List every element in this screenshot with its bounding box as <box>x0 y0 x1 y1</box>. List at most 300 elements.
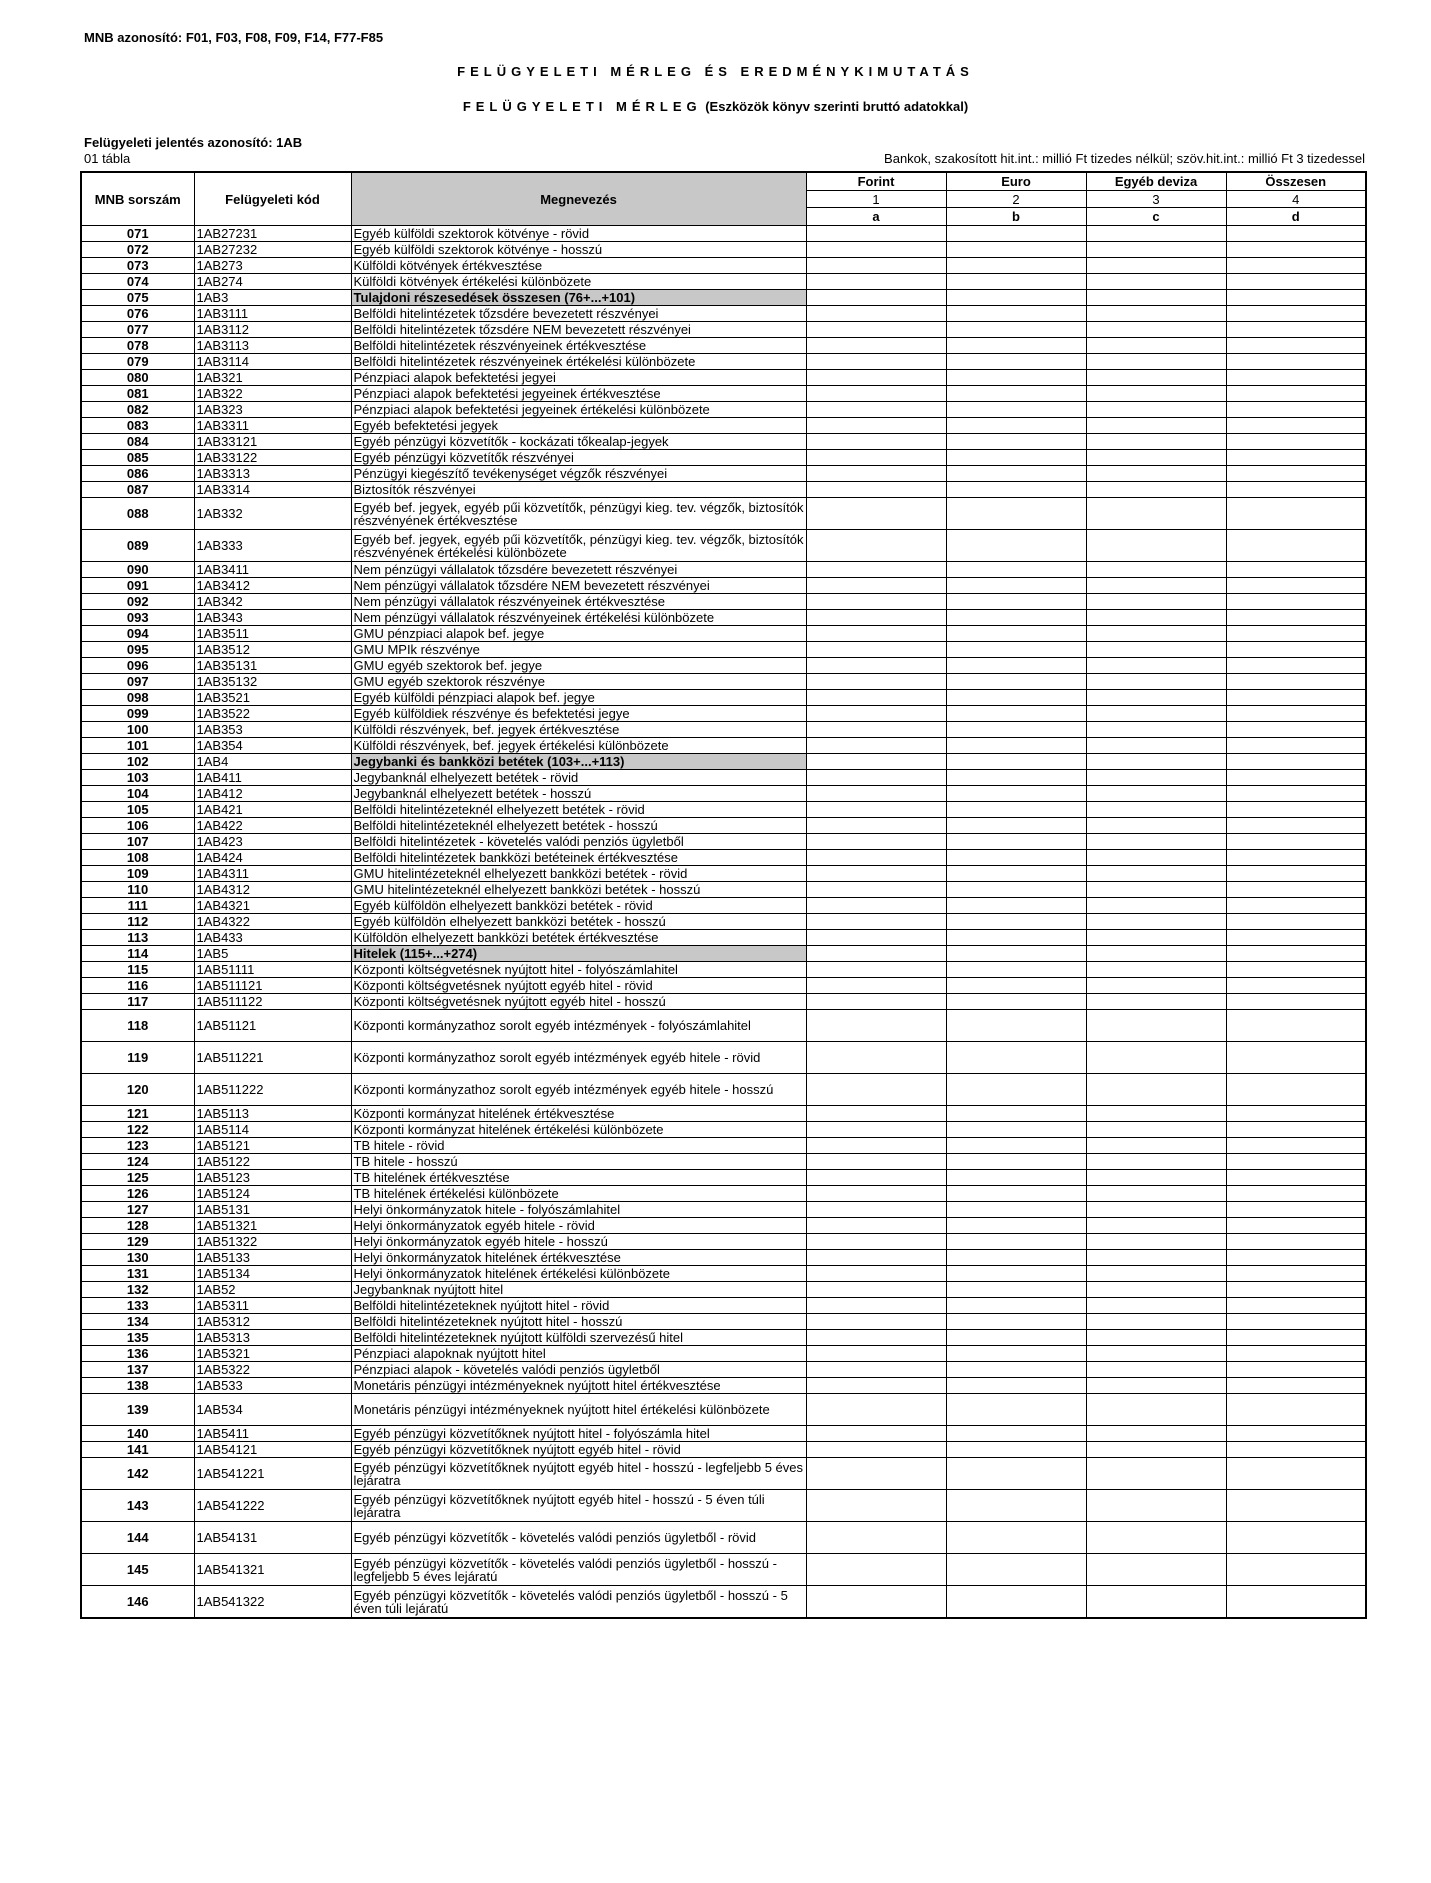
cell-euro[interactable] <box>946 1010 1086 1042</box>
cell-euro[interactable] <box>946 642 1086 658</box>
cell-euro[interactable] <box>946 882 1086 898</box>
cell-osszesen[interactable] <box>1226 1298 1366 1314</box>
cell-egyeb-deviza[interactable] <box>1086 722 1226 738</box>
cell-euro[interactable] <box>946 418 1086 434</box>
cell-osszesen[interactable] <box>1226 434 1366 450</box>
cell-euro[interactable] <box>946 242 1086 258</box>
cell-egyeb-deviza[interactable] <box>1086 1250 1226 1266</box>
cell-egyeb-deviza[interactable] <box>1086 1282 1226 1298</box>
cell-euro[interactable] <box>946 962 1086 978</box>
cell-forint[interactable] <box>806 994 946 1010</box>
cell-osszesen[interactable] <box>1226 1074 1366 1106</box>
cell-euro[interactable] <box>946 1138 1086 1154</box>
cell-egyeb-deviza[interactable] <box>1086 1522 1226 1554</box>
cell-osszesen[interactable] <box>1226 1362 1366 1378</box>
cell-euro[interactable] <box>946 402 1086 418</box>
cell-euro[interactable] <box>946 690 1086 706</box>
cell-osszesen[interactable] <box>1226 1554 1366 1586</box>
cell-osszesen[interactable] <box>1226 722 1366 738</box>
cell-egyeb-deviza[interactable] <box>1086 610 1226 626</box>
cell-forint[interactable] <box>806 626 946 642</box>
cell-forint[interactable] <box>806 482 946 498</box>
cell-forint[interactable] <box>806 1106 946 1122</box>
cell-euro[interactable] <box>946 1122 1086 1138</box>
cell-egyeb-deviza[interactable] <box>1086 1554 1226 1586</box>
cell-egyeb-deviza[interactable] <box>1086 1442 1226 1458</box>
cell-forint[interactable] <box>806 226 946 242</box>
cell-euro[interactable] <box>946 354 1086 370</box>
cell-euro[interactable] <box>946 338 1086 354</box>
cell-osszesen[interactable] <box>1226 562 1366 578</box>
cell-forint[interactable] <box>806 242 946 258</box>
cell-euro[interactable] <box>946 434 1086 450</box>
cell-forint[interactable] <box>806 274 946 290</box>
cell-forint[interactable] <box>806 562 946 578</box>
cell-egyeb-deviza[interactable] <box>1086 1266 1226 1282</box>
cell-euro[interactable] <box>946 226 1086 242</box>
cell-euro[interactable] <box>946 1490 1086 1522</box>
cell-egyeb-deviza[interactable] <box>1086 850 1226 866</box>
cell-euro[interactable] <box>946 610 1086 626</box>
cell-forint[interactable] <box>806 1282 946 1298</box>
cell-osszesen[interactable] <box>1226 1186 1366 1202</box>
cell-forint[interactable] <box>806 1362 946 1378</box>
cell-egyeb-deviza[interactable] <box>1086 1170 1226 1186</box>
cell-egyeb-deviza[interactable] <box>1086 322 1226 338</box>
cell-forint[interactable] <box>806 370 946 386</box>
cell-egyeb-deviza[interactable] <box>1086 306 1226 322</box>
cell-euro[interactable] <box>946 1202 1086 1218</box>
cell-osszesen[interactable] <box>1226 274 1366 290</box>
cell-osszesen[interactable] <box>1226 1138 1366 1154</box>
cell-euro[interactable] <box>946 370 1086 386</box>
cell-osszesen[interactable] <box>1226 242 1366 258</box>
cell-egyeb-deviza[interactable] <box>1086 562 1226 578</box>
cell-euro[interactable] <box>946 498 1086 530</box>
cell-forint[interactable] <box>806 658 946 674</box>
cell-osszesen[interactable] <box>1226 1426 1366 1442</box>
cell-euro[interactable] <box>946 466 1086 482</box>
cell-egyeb-deviza[interactable] <box>1086 882 1226 898</box>
cell-euro[interactable] <box>946 722 1086 738</box>
cell-forint[interactable] <box>806 898 946 914</box>
cell-egyeb-deviza[interactable] <box>1086 978 1226 994</box>
cell-osszesen[interactable] <box>1226 770 1366 786</box>
cell-euro[interactable] <box>946 1586 1086 1619</box>
cell-euro[interactable] <box>946 674 1086 690</box>
cell-osszesen[interactable] <box>1226 530 1366 562</box>
cell-forint[interactable] <box>806 1122 946 1138</box>
cell-egyeb-deviza[interactable] <box>1086 1122 1226 1138</box>
cell-forint[interactable] <box>806 498 946 530</box>
cell-osszesen[interactable] <box>1226 1458 1366 1490</box>
cell-osszesen[interactable] <box>1226 594 1366 610</box>
cell-forint[interactable] <box>806 834 946 850</box>
cell-forint[interactable] <box>806 978 946 994</box>
cell-egyeb-deviza[interactable] <box>1086 226 1226 242</box>
cell-euro[interactable] <box>946 578 1086 594</box>
cell-euro[interactable] <box>946 1234 1086 1250</box>
cell-forint[interactable] <box>806 770 946 786</box>
cell-euro[interactable] <box>946 1346 1086 1362</box>
cell-euro[interactable] <box>946 1170 1086 1186</box>
cell-euro[interactable] <box>946 946 1086 962</box>
cell-egyeb-deviza[interactable] <box>1086 1314 1226 1330</box>
cell-egyeb-deviza[interactable] <box>1086 450 1226 466</box>
cell-osszesen[interactable] <box>1226 498 1366 530</box>
cell-forint[interactable] <box>806 1442 946 1458</box>
cell-osszesen[interactable] <box>1226 658 1366 674</box>
cell-osszesen[interactable] <box>1226 578 1366 594</box>
cell-forint[interactable] <box>806 322 946 338</box>
cell-euro[interactable] <box>946 930 1086 946</box>
cell-forint[interactable] <box>806 1266 946 1282</box>
cell-egyeb-deviza[interactable] <box>1086 578 1226 594</box>
cell-egyeb-deviza[interactable] <box>1086 434 1226 450</box>
cell-osszesen[interactable] <box>1226 994 1366 1010</box>
cell-forint[interactable] <box>806 1314 946 1330</box>
cell-egyeb-deviza[interactable] <box>1086 802 1226 818</box>
cell-osszesen[interactable] <box>1226 482 1366 498</box>
cell-egyeb-deviza[interactable] <box>1086 354 1226 370</box>
cell-egyeb-deviza[interactable] <box>1086 386 1226 402</box>
cell-egyeb-deviza[interactable] <box>1086 402 1226 418</box>
cell-euro[interactable] <box>946 482 1086 498</box>
cell-osszesen[interactable] <box>1226 1266 1366 1282</box>
cell-euro[interactable] <box>946 818 1086 834</box>
cell-euro[interactable] <box>946 914 1086 930</box>
cell-forint[interactable] <box>806 1458 946 1490</box>
cell-forint[interactable] <box>806 850 946 866</box>
cell-osszesen[interactable] <box>1226 882 1366 898</box>
cell-forint[interactable] <box>806 754 946 770</box>
cell-egyeb-deviza[interactable] <box>1086 1186 1226 1202</box>
cell-forint[interactable] <box>806 258 946 274</box>
cell-egyeb-deviza[interactable] <box>1086 1378 1226 1394</box>
cell-osszesen[interactable] <box>1226 1170 1366 1186</box>
cell-osszesen[interactable] <box>1226 386 1366 402</box>
cell-egyeb-deviza[interactable] <box>1086 1330 1226 1346</box>
cell-forint[interactable] <box>806 866 946 882</box>
cell-egyeb-deviza[interactable] <box>1086 834 1226 850</box>
cell-forint[interactable] <box>806 1554 946 1586</box>
cell-egyeb-deviza[interactable] <box>1086 482 1226 498</box>
cell-osszesen[interactable] <box>1226 1250 1366 1266</box>
cell-egyeb-deviza[interactable] <box>1086 1586 1226 1619</box>
cell-euro[interactable] <box>946 1426 1086 1442</box>
cell-egyeb-deviza[interactable] <box>1086 642 1226 658</box>
cell-osszesen[interactable] <box>1226 1586 1366 1619</box>
cell-osszesen[interactable] <box>1226 834 1366 850</box>
cell-osszesen[interactable] <box>1226 1314 1366 1330</box>
cell-forint[interactable] <box>806 914 946 930</box>
cell-euro[interactable] <box>946 1042 1086 1074</box>
cell-osszesen[interactable] <box>1226 370 1366 386</box>
cell-osszesen[interactable] <box>1226 1202 1366 1218</box>
cell-osszesen[interactable] <box>1226 914 1366 930</box>
cell-egyeb-deviza[interactable] <box>1086 738 1226 754</box>
cell-osszesen[interactable] <box>1226 1346 1366 1362</box>
cell-euro[interactable] <box>946 1282 1086 1298</box>
cell-egyeb-deviza[interactable] <box>1086 754 1226 770</box>
cell-egyeb-deviza[interactable] <box>1086 1362 1226 1378</box>
cell-euro[interactable] <box>946 1394 1086 1426</box>
cell-osszesen[interactable] <box>1226 786 1366 802</box>
cell-euro[interactable] <box>946 1250 1086 1266</box>
cell-forint[interactable] <box>806 1250 946 1266</box>
cell-euro[interactable] <box>946 770 1086 786</box>
cell-euro[interactable] <box>946 834 1086 850</box>
cell-forint[interactable] <box>806 1010 946 1042</box>
cell-forint[interactable] <box>806 466 946 482</box>
cell-egyeb-deviza[interactable] <box>1086 1202 1226 1218</box>
cell-egyeb-deviza[interactable] <box>1086 930 1226 946</box>
cell-forint[interactable] <box>806 962 946 978</box>
cell-osszesen[interactable] <box>1226 322 1366 338</box>
cell-forint[interactable] <box>806 1042 946 1074</box>
cell-egyeb-deviza[interactable] <box>1086 1458 1226 1490</box>
cell-egyeb-deviza[interactable] <box>1086 914 1226 930</box>
cell-osszesen[interactable] <box>1226 866 1366 882</box>
cell-egyeb-deviza[interactable] <box>1086 962 1226 978</box>
cell-forint[interactable] <box>806 1522 946 1554</box>
cell-egyeb-deviza[interactable] <box>1086 1106 1226 1122</box>
cell-egyeb-deviza[interactable] <box>1086 274 1226 290</box>
cell-egyeb-deviza[interactable] <box>1086 1154 1226 1170</box>
cell-euro[interactable] <box>946 1442 1086 1458</box>
cell-euro[interactable] <box>946 562 1086 578</box>
cell-egyeb-deviza[interactable] <box>1086 946 1226 962</box>
cell-euro[interactable] <box>946 306 1086 322</box>
cell-forint[interactable] <box>806 594 946 610</box>
cell-osszesen[interactable] <box>1226 706 1366 722</box>
cell-osszesen[interactable] <box>1226 1154 1366 1170</box>
cell-euro[interactable] <box>946 1154 1086 1170</box>
cell-euro[interactable] <box>946 530 1086 562</box>
cell-forint[interactable] <box>806 1586 946 1619</box>
cell-osszesen[interactable] <box>1226 402 1366 418</box>
cell-forint[interactable] <box>806 1186 946 1202</box>
cell-egyeb-deviza[interactable] <box>1086 674 1226 690</box>
cell-euro[interactable] <box>946 898 1086 914</box>
cell-egyeb-deviza[interactable] <box>1086 898 1226 914</box>
cell-egyeb-deviza[interactable] <box>1086 1394 1226 1426</box>
cell-forint[interactable] <box>806 930 946 946</box>
cell-egyeb-deviza[interactable] <box>1086 1042 1226 1074</box>
cell-osszesen[interactable] <box>1226 1378 1366 1394</box>
cell-egyeb-deviza[interactable] <box>1086 1298 1226 1314</box>
cell-forint[interactable] <box>806 882 946 898</box>
cell-forint[interactable] <box>806 450 946 466</box>
cell-osszesen[interactable] <box>1226 466 1366 482</box>
cell-forint[interactable] <box>806 946 946 962</box>
cell-egyeb-deviza[interactable] <box>1086 530 1226 562</box>
cell-forint[interactable] <box>806 530 946 562</box>
cell-egyeb-deviza[interactable] <box>1086 1426 1226 1442</box>
cell-egyeb-deviza[interactable] <box>1086 242 1226 258</box>
cell-forint[interactable] <box>806 706 946 722</box>
cell-osszesen[interactable] <box>1226 946 1366 962</box>
cell-osszesen[interactable] <box>1226 818 1366 834</box>
cell-osszesen[interactable] <box>1226 258 1366 274</box>
cell-euro[interactable] <box>946 1458 1086 1490</box>
cell-osszesen[interactable] <box>1226 1282 1366 1298</box>
cell-osszesen[interactable] <box>1226 690 1366 706</box>
cell-egyeb-deviza[interactable] <box>1086 370 1226 386</box>
cell-euro[interactable] <box>946 1266 1086 1282</box>
cell-forint[interactable] <box>806 1202 946 1218</box>
cell-euro[interactable] <box>946 802 1086 818</box>
cell-forint[interactable] <box>806 722 946 738</box>
cell-egyeb-deviza[interactable] <box>1086 594 1226 610</box>
cell-forint[interactable] <box>806 610 946 626</box>
cell-egyeb-deviza[interactable] <box>1086 1234 1226 1250</box>
cell-euro[interactable] <box>946 978 1086 994</box>
cell-forint[interactable] <box>806 802 946 818</box>
cell-egyeb-deviza[interactable] <box>1086 1138 1226 1154</box>
cell-euro[interactable] <box>946 594 1086 610</box>
cell-forint[interactable] <box>806 1330 946 1346</box>
cell-egyeb-deviza[interactable] <box>1086 258 1226 274</box>
cell-forint[interactable] <box>806 1378 946 1394</box>
cell-osszesen[interactable] <box>1226 1330 1366 1346</box>
cell-osszesen[interactable] <box>1226 962 1366 978</box>
cell-osszesen[interactable] <box>1226 802 1366 818</box>
cell-forint[interactable] <box>806 1138 946 1154</box>
cell-egyeb-deviza[interactable] <box>1086 706 1226 722</box>
cell-osszesen[interactable] <box>1226 738 1366 754</box>
cell-osszesen[interactable] <box>1226 338 1366 354</box>
cell-euro[interactable] <box>946 658 1086 674</box>
cell-forint[interactable] <box>806 338 946 354</box>
cell-euro[interactable] <box>946 290 1086 306</box>
cell-forint[interactable] <box>806 578 946 594</box>
cell-egyeb-deviza[interactable] <box>1086 466 1226 482</box>
cell-osszesen[interactable] <box>1226 226 1366 242</box>
cell-osszesen[interactable] <box>1226 290 1366 306</box>
cell-euro[interactable] <box>946 1314 1086 1330</box>
cell-euro[interactable] <box>946 1362 1086 1378</box>
cell-egyeb-deviza[interactable] <box>1086 690 1226 706</box>
cell-egyeb-deviza[interactable] <box>1086 658 1226 674</box>
cell-forint[interactable] <box>806 1394 946 1426</box>
cell-osszesen[interactable] <box>1226 1522 1366 1554</box>
cell-osszesen[interactable] <box>1226 1490 1366 1522</box>
cell-forint[interactable] <box>806 674 946 690</box>
cell-forint[interactable] <box>806 1154 946 1170</box>
cell-euro[interactable] <box>946 1378 1086 1394</box>
cell-osszesen[interactable] <box>1226 418 1366 434</box>
cell-euro[interactable] <box>946 1074 1086 1106</box>
cell-egyeb-deviza[interactable] <box>1086 818 1226 834</box>
cell-forint[interactable] <box>806 354 946 370</box>
cell-osszesen[interactable] <box>1226 642 1366 658</box>
cell-euro[interactable] <box>946 274 1086 290</box>
cell-egyeb-deviza[interactable] <box>1086 1218 1226 1234</box>
cell-euro[interactable] <box>946 1106 1086 1122</box>
cell-forint[interactable] <box>806 1218 946 1234</box>
cell-euro[interactable] <box>946 850 1086 866</box>
cell-forint[interactable] <box>806 690 946 706</box>
cell-euro[interactable] <box>946 1218 1086 1234</box>
cell-osszesen[interactable] <box>1226 610 1366 626</box>
cell-euro[interactable] <box>946 1554 1086 1586</box>
cell-osszesen[interactable] <box>1226 898 1366 914</box>
cell-egyeb-deviza[interactable] <box>1086 866 1226 882</box>
cell-osszesen[interactable] <box>1226 850 1366 866</box>
cell-osszesen[interactable] <box>1226 930 1366 946</box>
cell-forint[interactable] <box>806 1074 946 1106</box>
cell-egyeb-deviza[interactable] <box>1086 338 1226 354</box>
cell-egyeb-deviza[interactable] <box>1086 498 1226 530</box>
cell-osszesen[interactable] <box>1226 1122 1366 1138</box>
cell-egyeb-deviza[interactable] <box>1086 1010 1226 1042</box>
cell-forint[interactable] <box>806 386 946 402</box>
cell-euro[interactable] <box>946 866 1086 882</box>
cell-euro[interactable] <box>946 738 1086 754</box>
cell-euro[interactable] <box>946 258 1086 274</box>
cell-forint[interactable] <box>806 306 946 322</box>
cell-forint[interactable] <box>806 1490 946 1522</box>
cell-egyeb-deviza[interactable] <box>1086 1490 1226 1522</box>
cell-osszesen[interactable] <box>1226 1106 1366 1122</box>
cell-osszesen[interactable] <box>1226 1010 1366 1042</box>
cell-euro[interactable] <box>946 1330 1086 1346</box>
cell-forint[interactable] <box>806 402 946 418</box>
cell-osszesen[interactable] <box>1226 1042 1366 1074</box>
cell-egyeb-deviza[interactable] <box>1086 994 1226 1010</box>
cell-euro[interactable] <box>946 626 1086 642</box>
cell-egyeb-deviza[interactable] <box>1086 786 1226 802</box>
cell-osszesen[interactable] <box>1226 306 1366 322</box>
cell-euro[interactable] <box>946 754 1086 770</box>
cell-osszesen[interactable] <box>1226 754 1366 770</box>
cell-euro[interactable] <box>946 706 1086 722</box>
cell-egyeb-deviza[interactable] <box>1086 626 1226 642</box>
cell-egyeb-deviza[interactable] <box>1086 770 1226 786</box>
cell-forint[interactable] <box>806 1170 946 1186</box>
cell-egyeb-deviza[interactable] <box>1086 1074 1226 1106</box>
cell-euro[interactable] <box>946 994 1086 1010</box>
cell-osszesen[interactable] <box>1226 1218 1366 1234</box>
cell-forint[interactable] <box>806 1346 946 1362</box>
cell-euro[interactable] <box>946 322 1086 338</box>
cell-forint[interactable] <box>806 786 946 802</box>
cell-osszesen[interactable] <box>1226 1394 1366 1426</box>
cell-euro[interactable] <box>946 1522 1086 1554</box>
cell-forint[interactable] <box>806 418 946 434</box>
cell-osszesen[interactable] <box>1226 1442 1366 1458</box>
cell-osszesen[interactable] <box>1226 354 1366 370</box>
cell-forint[interactable] <box>806 642 946 658</box>
cell-egyeb-deviza[interactable] <box>1086 290 1226 306</box>
cell-egyeb-deviza[interactable] <box>1086 1346 1226 1362</box>
cell-forint[interactable] <box>806 290 946 306</box>
cell-euro[interactable] <box>946 386 1086 402</box>
cell-euro[interactable] <box>946 786 1086 802</box>
cell-euro[interactable] <box>946 1298 1086 1314</box>
cell-osszesen[interactable] <box>1226 626 1366 642</box>
cell-forint[interactable] <box>806 434 946 450</box>
cell-osszesen[interactable] <box>1226 1234 1366 1250</box>
cell-euro[interactable] <box>946 1186 1086 1202</box>
cell-euro[interactable] <box>946 450 1086 466</box>
cell-forint[interactable] <box>806 1234 946 1250</box>
cell-osszesen[interactable] <box>1226 674 1366 690</box>
cell-forint[interactable] <box>806 1426 946 1442</box>
cell-osszesen[interactable] <box>1226 978 1366 994</box>
cell-forint[interactable] <box>806 738 946 754</box>
